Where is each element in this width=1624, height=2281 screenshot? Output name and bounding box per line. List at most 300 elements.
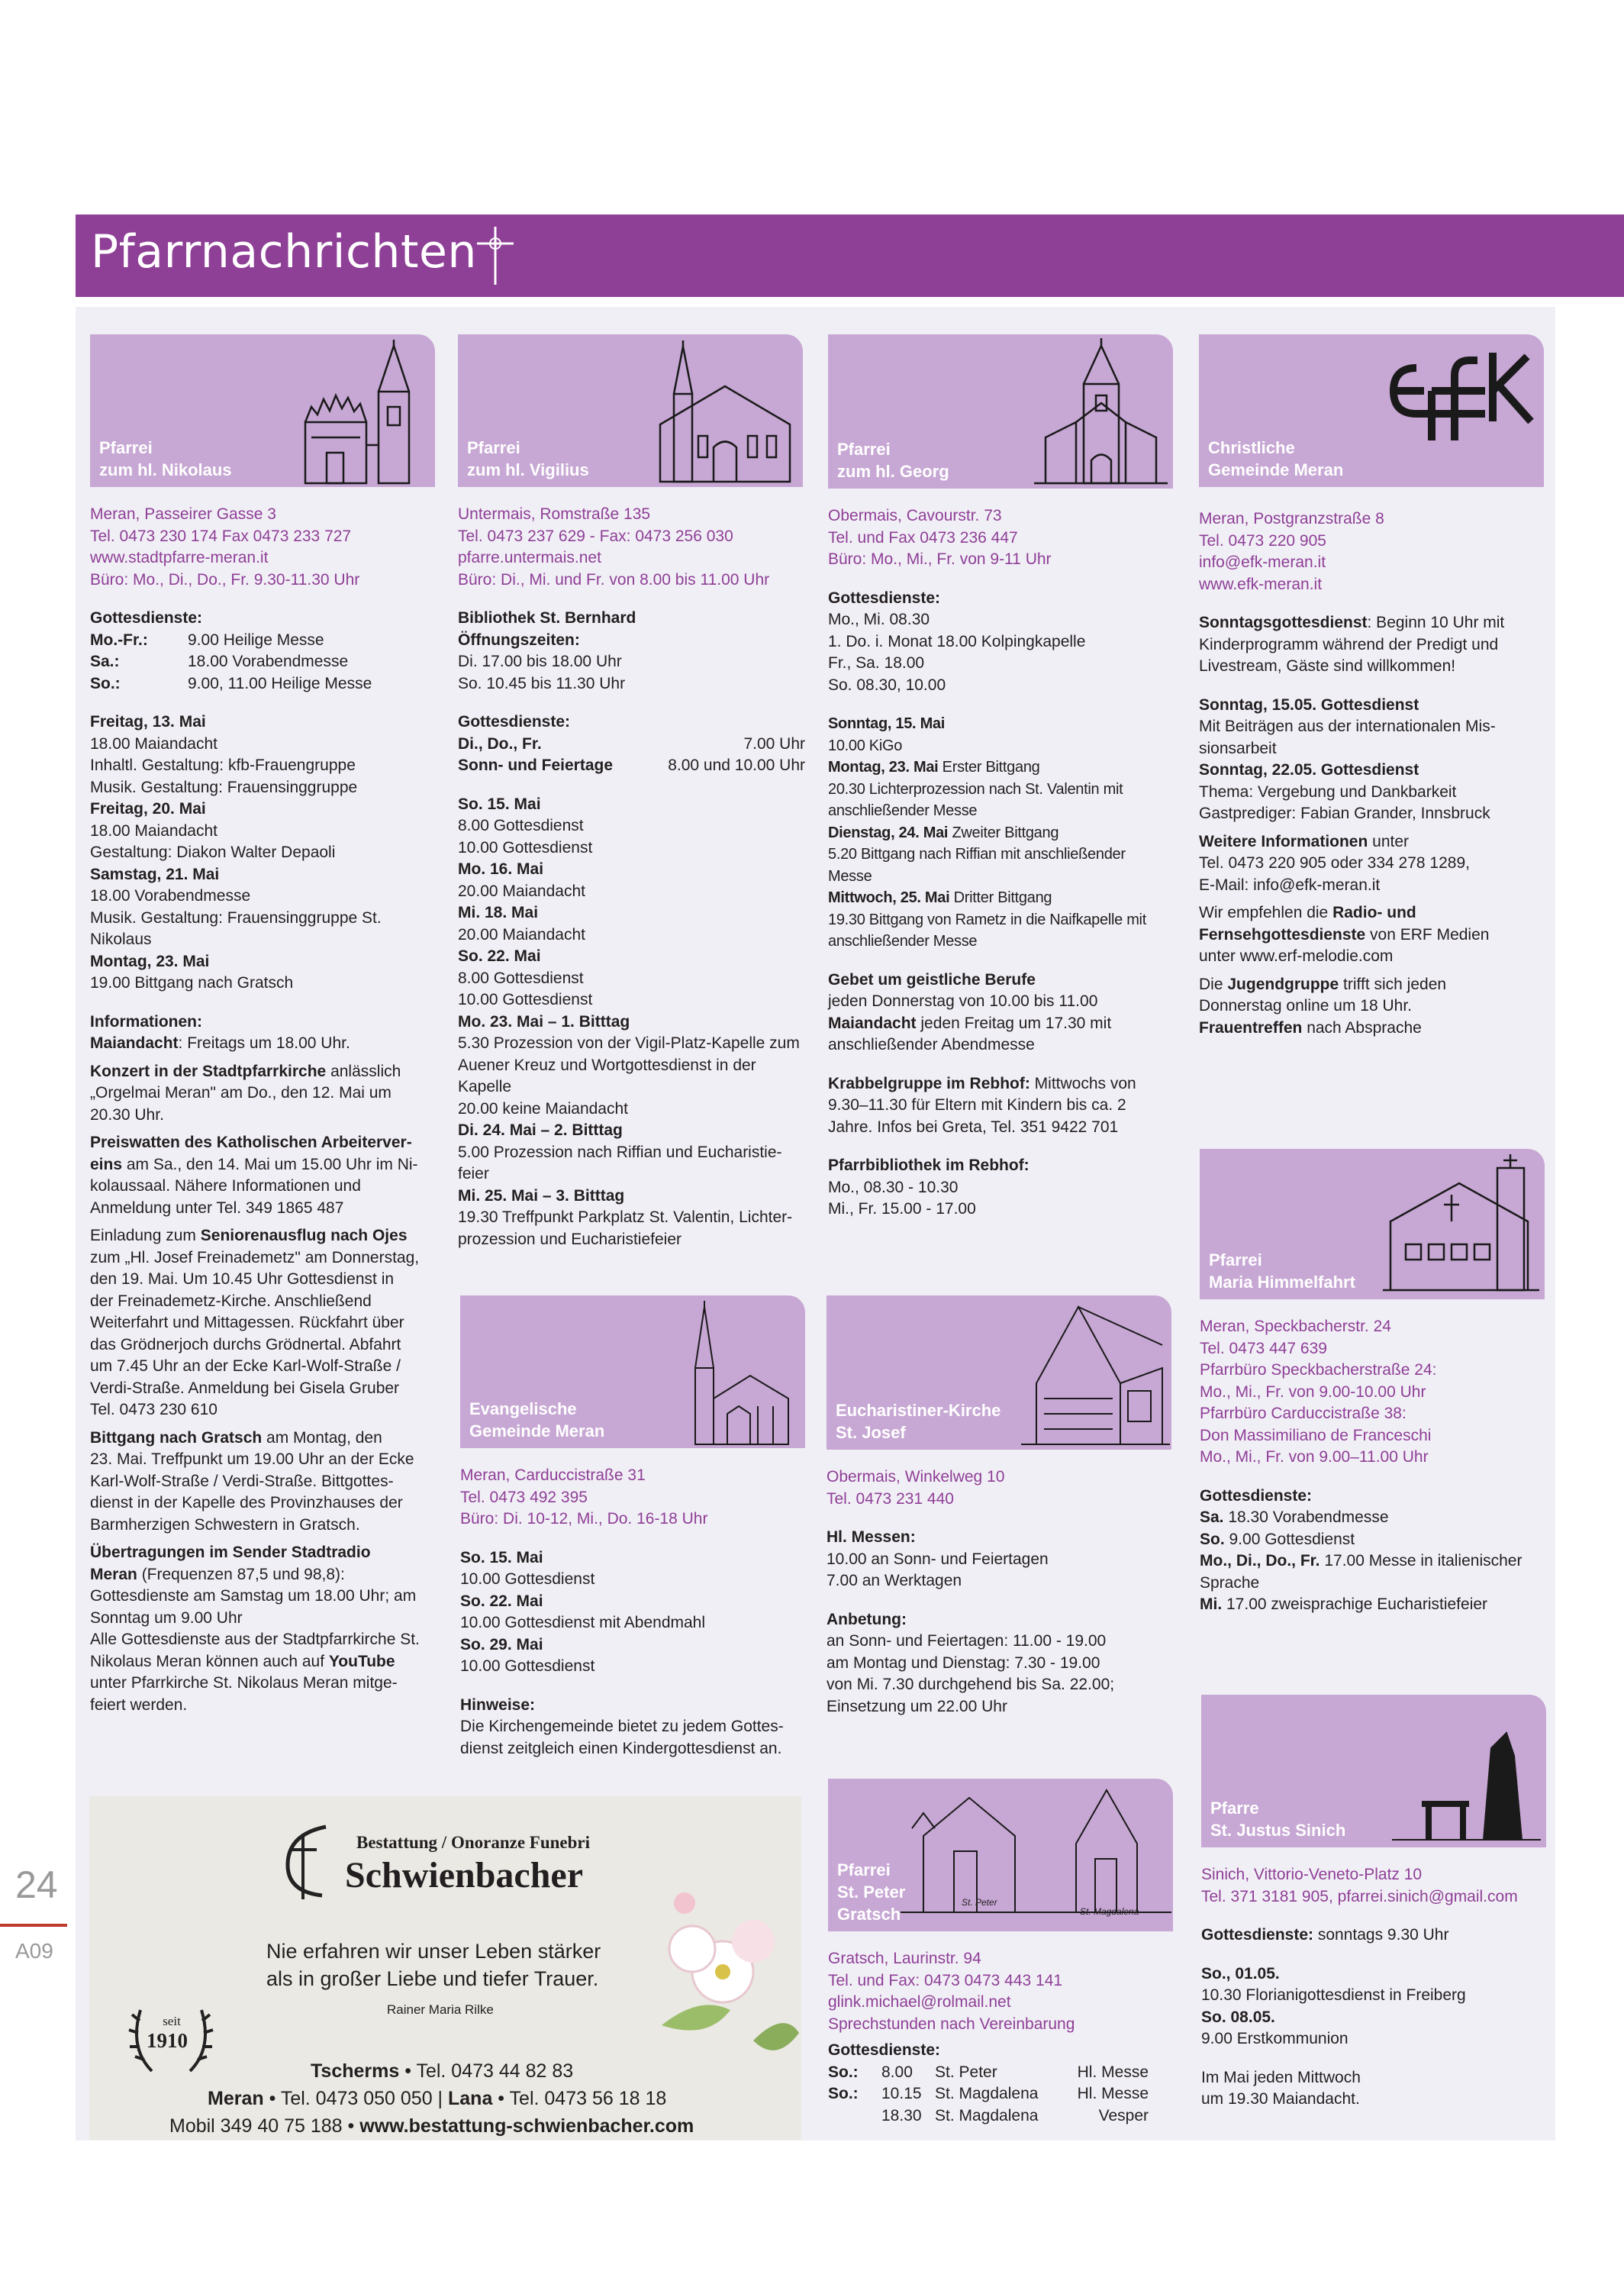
page-code: A09	[15, 1939, 53, 1963]
church-josef-icon	[1021, 1299, 1170, 1448]
blossom-icon	[639, 1888, 801, 2079]
ad-company-name: Schwienbacher	[345, 1855, 583, 1895]
card-peter	[828, 1779, 1173, 1931]
text: um 7.45 Uhr an der Ecke Karl-Wolf-Straße /	[90, 1357, 401, 1375]
heading-gottesdienste: Gottesdienste:	[90, 609, 203, 627]
sketch-caption: St. Magdalena	[1080, 1906, 1139, 1917]
text: Einladung zum	[90, 1227, 201, 1244]
text: unter Pfarrkirche St. Nikolaus Meran mitge-	[90, 1674, 398, 1692]
text: trifft sich jeden	[1339, 975, 1447, 993]
text: Fr., Sa. 18.00	[828, 654, 925, 672]
text: Mit Beiträgen aus der internationalen Mis-	[1199, 718, 1496, 735]
gd-place: St. Magdalena	[935, 2085, 1039, 2102]
krabbel-label: Krabbelgruppe im Rebhof:	[828, 1074, 1030, 1092]
text: Verdi-Straße. Anmeldung bei Gisela Gruber	[90, 1379, 400, 1397]
event-text: 19.30 Bittgang von Rametz in die Naifkapelle mit	[828, 911, 1146, 928]
text: : Beginn 10 Uhr mit	[1367, 614, 1505, 631]
event-text: 9.00 Gottesdienst	[1224, 1530, 1355, 1548]
office-hours: Büro: Di. 10-12, Mi., Do. 16-18 Uhr	[460, 1510, 708, 1528]
jugend-label: Jugendgruppe	[1227, 975, 1339, 993]
sketch-caption: St. Peter	[962, 1897, 997, 1908]
text: an Sonn- und Feiertagen: 11.00 - 19.00	[826, 1632, 1107, 1650]
event-line	[1200, 1594, 1547, 1616]
ad-contact-line	[311, 2060, 573, 2083]
ad-quote: als in großer Liebe und tiefer Trauer.	[266, 1967, 599, 1990]
gd-type: Hl. Messe	[1077, 2085, 1149, 2102]
office-hours: Mo., Mi., Fr. von 9.00–11.00 Uhr	[1200, 1448, 1429, 1466]
website-link[interactable]: pfarre.untermais.net	[458, 549, 601, 566]
card-vigilius	[458, 334, 803, 487]
senioren-info	[90, 1225, 437, 1421]
text: Di. 17.00 bis 18.00 Uhr	[458, 653, 622, 670]
phone-line: Tel. 0473 230 174 Fax 0473 233 727	[90, 527, 352, 545]
card-label: Pfarrei zum hl. Nikolaus	[99, 438, 232, 479]
event-text: 20.00 Maiandacht	[458, 925, 585, 944]
card-label: Eucharistiner-Kirche St. Josef	[836, 1401, 1001, 1442]
address-peter	[828, 1948, 1175, 2035]
event-date: Freitag, 20. Mai	[90, 800, 206, 818]
text: Donnerstag online um 18 Uhr.	[1199, 997, 1412, 1015]
column-evangelisch	[460, 1295, 807, 1760]
text: zum „Hl. Josef Freinademetz" am Donnerstag,	[90, 1248, 420, 1266]
event-line	[828, 757, 1175, 779]
gd-type: Vesper	[1098, 2106, 1149, 2125]
address-evangelisch	[460, 1465, 807, 1531]
text: Sonntag um 9.00 Uhr	[90, 1608, 243, 1627]
card-label: Pfarrei zum hl. Vigilius	[467, 438, 589, 479]
event-text: 8.00 Gottesdienst	[458, 817, 584, 834]
event-text: Sprache	[1200, 1573, 1260, 1592]
card-label: Christliche Gemeinde Meran	[1208, 438, 1344, 479]
text: unter www.erf-melodie.com	[1199, 947, 1394, 965]
event-text: Auener Kreuz und Wortgottesdienst in der	[458, 1056, 756, 1074]
heading-informationen: Informationen:	[90, 1012, 202, 1031]
phone-line: Tel. 0473 231 440	[826, 1489, 954, 1508]
website-link[interactable]: www.efk-meran.it	[1199, 575, 1323, 593]
phone-line: Tel. 371 3181 905, pfarrei.sinich@gmail.com	[1201, 1887, 1518, 1905]
address-line: Obermais, Cavourstr. 73	[828, 507, 1002, 524]
mobile: Mobil 349 40 75 188 •	[169, 2115, 360, 2137]
text: Im Mai jeden Mittwoch	[1201, 2068, 1361, 2086]
event-text: 10.00 Gottesdienst	[458, 838, 593, 857]
event-date: Mo. 23. Mai – 1. Bitttag	[458, 1012, 630, 1031]
gd-value: 9.00 Heilige Messe	[188, 631, 324, 649]
event-date: Montag, 23. Mai	[828, 759, 939, 776]
info-label: Weitere Informationen	[1199, 832, 1368, 850]
event-date: Montag, 23. Mai	[90, 952, 210, 970]
text: Nikolaus Meran können auch auf	[90, 1652, 329, 1670]
event-text: 10.00 Gottesdienst	[460, 1570, 595, 1588]
text: E-Mail: info@efk-meran.it	[1199, 876, 1381, 894]
gd-row	[828, 2062, 1175, 2084]
konzert-info	[90, 1061, 437, 1127]
event-date: Samstag, 21. Mai	[90, 865, 220, 883]
phone-line: Tel. 0473 237 629 - Fax: 0473 256 030	[458, 527, 733, 545]
card-label: Evangelische Gemeinde Meran	[469, 1399, 605, 1441]
event-line	[828, 779, 1175, 801]
events-nikolaus	[90, 711, 437, 995]
event-text: feier	[458, 1165, 489, 1182]
text: den 19. Mai. Um 10.45 Uhr Gottesdienst in	[90, 1270, 395, 1288]
info-text: : Freitags um 18.00 Uhr.	[178, 1034, 350, 1052]
event-text: 20.00 keine Maiandacht	[458, 1099, 628, 1118]
text: jeden Donnerstag von 10.00 bis 11.00	[828, 992, 1098, 1010]
event-line	[828, 735, 1175, 757]
text: Karl-Wolf-Straße / Verdi-Straße. Bittgottes-	[90, 1472, 394, 1490]
event-text: 17.00 Messe in italienischer	[1320, 1552, 1522, 1570]
address-line: Meran, Postgranzstraße 8	[1199, 510, 1384, 528]
gd-day	[828, 2105, 881, 2128]
text: Mi., Fr. 15.00 - 17.00	[828, 1200, 976, 1218]
events-vigilius	[458, 794, 805, 1251]
text: sionsarbeit	[1199, 739, 1277, 757]
heading-oeffnungszeiten: Öffnungszeiten:	[458, 631, 580, 649]
text: Tel. 0473 220 905 oder 334 278 1289,	[1199, 854, 1470, 872]
event-date: So. 15. Mai	[458, 795, 541, 813]
ad-website-link[interactable]: www.bestattung-schwienbacher.com	[359, 2115, 694, 2137]
heading-gebet: Gebet um geistliche Berufe	[828, 970, 1036, 989]
text: So. 10.45 bis 11.30 Uhr	[458, 674, 626, 692]
event-text: Gestaltung: Diakon Walter Depaoli	[90, 844, 336, 861]
card-nikolaus	[90, 334, 435, 487]
event-date: Mo., Di., Do., Fr.	[1200, 1552, 1320, 1570]
section-banner	[76, 215, 1624, 297]
gd-type: Hl. Messe	[1077, 2063, 1149, 2081]
page-title: Pfarrnachrichten	[91, 225, 477, 279]
gd-place: St. Magdalena	[935, 2106, 1039, 2125]
heading-gottesdienste: Gottesdienste:	[1201, 1926, 1314, 1944]
column-vigilius	[458, 334, 805, 1250]
card-evangelisch	[460, 1295, 805, 1448]
gd-key: So.:	[90, 674, 121, 692]
gd-key: Sonn- und Feiertage	[458, 757, 614, 774]
heading-gottesdienste: Gottesdienste:	[458, 713, 571, 731]
logo-cross-icon	[272, 1819, 341, 1903]
card-himmelfahrt	[1200, 1149, 1545, 1299]
info-label: Maiandacht	[90, 1034, 179, 1052]
church-justus-icon	[1392, 1718, 1541, 1844]
senioren-label: Seniorenausflug nach Ojes	[200, 1227, 408, 1244]
page-number-rule	[0, 1924, 67, 1927]
text: Jahre. Infos bei Greta, Tel. 351 9422 701	[828, 1118, 1119, 1136]
gd-value: 18.00 Vorabendmesse	[188, 653, 349, 670]
town: Tscherms	[311, 2060, 400, 2082]
maiandacht-label: Maiandacht	[828, 1014, 917, 1032]
text: 9.30–11.30 für Eltern mit Kindern bis ca. 2	[828, 1096, 1126, 1114]
event-text: prozession und Eucharistiefeier	[458, 1230, 682, 1248]
card-label: Pfarrei zum hl. Georg	[837, 440, 949, 481]
text: dienst zeitgleich einen Kindergottesdienst an.	[460, 1739, 782, 1757]
event-text: Zweiter Bittgang	[948, 824, 1059, 841]
gd-value: 9.00, 11.00 Heilige Messe	[188, 674, 372, 692]
events-evangelisch	[460, 1547, 807, 1678]
text: am Sa., den 14. Mai um 15.00 Uhr im Ni-	[122, 1155, 418, 1173]
event-line	[828, 887, 1175, 909]
card-label: Pfarrei Maria Himmelfahrt	[1209, 1250, 1355, 1292]
konzert-label: Konzert in der Stadtpfarrkirche	[90, 1062, 327, 1080]
uebertragung-info	[90, 1542, 437, 1716]
event-text: Nikolaus	[90, 931, 152, 948]
office-hours: Büro: Mo., Mi., Fr. von 9-11 Uhr	[828, 550, 1052, 568]
heading-bibliothek: Bibliothek St. Bernhard	[458, 609, 636, 627]
event-date: Mo. 16. Mai	[458, 860, 544, 878]
bittgang-info	[90, 1428, 437, 1537]
event-text: anschließender Messe	[828, 802, 978, 819]
event-line	[828, 866, 1175, 888]
text: Don Massimiliano de Franceschi	[1200, 1426, 1432, 1444]
text: anschließender Abendmesse	[828, 1036, 1035, 1053]
gd-value: 8.00 und 10.00 Uhr	[668, 757, 805, 774]
column-efk	[1199, 334, 1546, 1039]
page-number: 24	[15, 1863, 58, 1906]
gd-key: Mo.-Fr.:	[90, 631, 148, 649]
cross-icon	[472, 224, 518, 288]
radio-label: Radio- und	[1332, 904, 1416, 921]
church-nikolaus-icon	[296, 338, 433, 485]
efk-logo-icon	[1371, 345, 1535, 444]
event-text: 20.00 Maiandacht	[458, 882, 585, 900]
office-hours: Mo., Mi., Fr. von 9.00-10.00 Uhr	[1200, 1382, 1426, 1401]
event-text: 10.00 Gottesdienst	[460, 1657, 595, 1675]
heading-gottesdienste: Gottesdienste:	[1200, 1486, 1313, 1505]
advertisement	[89, 1796, 801, 2140]
event-title: Sonntag, 22.05. Gottesdienst	[1199, 761, 1419, 779]
text: kolaussaal. Nähere Informationen und	[90, 1177, 361, 1195]
card-josef	[826, 1295, 1171, 1450]
event-text: Musik. Gestaltung: Frauensinggruppe St.	[90, 908, 382, 927]
event-text: 18.00 Vorabendmesse	[90, 887, 251, 905]
text: Anmeldung unter Tel. 349 1865 487	[90, 1199, 344, 1217]
text: Weiterfahrt und Mittagessen. Rückfahrt über	[90, 1314, 404, 1331]
event-date: So.	[1200, 1530, 1225, 1548]
card-label: Pfarre St. Justus Sinich	[1210, 1799, 1346, 1840]
text: Die Kirchengemeinde bietet zu jedem Gottes-	[460, 1718, 784, 1735]
event-text: 9.00 Erstkommunion	[1201, 2030, 1348, 2047]
card-georg	[828, 334, 1173, 489]
sonntag-label: Sonntagsgottesdienst	[1199, 614, 1368, 631]
address-georg	[828, 505, 1175, 571]
address-himmelfahrt	[1200, 1316, 1547, 1469]
column-josef	[826, 1295, 1174, 1718]
ad-seit: seit	[163, 2014, 181, 2028]
ad-year: 1910	[147, 2029, 188, 2052]
address-line: Meran, Passeirer Gasse 3	[90, 505, 276, 523]
event-text: 18.00 Maiandacht	[90, 821, 218, 840]
heading-gottesdienste: Gottesdienste:	[828, 2041, 941, 2059]
text: 20.30 Uhr.	[90, 1105, 164, 1124]
event-text: 19.00 Bittgang nach Gratsch	[90, 974, 294, 992]
text: der Freinademetz-Kirche. Anschließend	[90, 1292, 372, 1310]
gd-value: 7.00 Uhr	[743, 734, 805, 753]
event-text: 19.30 Treffpunkt Parkplatz St. Valentin, Lichter-	[458, 1208, 793, 1226]
text: 23. Mai. Treffpunkt um 19.00 Uhr an der Ecke	[90, 1450, 414, 1468]
text: Tel. 0473 230 610	[90, 1401, 218, 1418]
event-line	[828, 909, 1175, 931]
phone: • Tel. 0473 44 82 83	[399, 2060, 574, 2082]
text: Wir empfehlen die	[1199, 904, 1333, 921]
address-nikolaus	[90, 504, 437, 591]
phone-line: Tel. 0473 492 395	[460, 1488, 588, 1506]
church-georg-icon	[1030, 338, 1171, 487]
address-line: Obermais, Winkelweg 10	[826, 1468, 1005, 1486]
event-date: So. 22. Mai	[458, 947, 541, 965]
text: am Montag, den	[262, 1428, 382, 1447]
text: feiert werden.	[90, 1695, 188, 1714]
text: Kinderprogramm während der Predigt und	[1199, 635, 1499, 653]
text: Alle Gottesdienste aus der Stadtpfarrkirche St.	[90, 1631, 420, 1648]
office-hours: Büro: Di., Mi. und Fr. von 8.00 bis 11.00 Uhr	[458, 570, 770, 589]
event-text: 10.30 Florianigottesdienst in Freiberg	[1201, 1986, 1466, 2004]
gd-key: Di., Do., Fr.	[458, 734, 542, 753]
website-link[interactable]: www.stadtpfarre-meran.it	[90, 549, 269, 566]
text: von ERF Medien	[1365, 925, 1490, 944]
event-text: Kapelle	[458, 1078, 512, 1095]
text: Gottesdienste am Samstag um 18.00 Uhr; am	[90, 1587, 417, 1605]
heading-messen: Hl. Messen:	[826, 1528, 916, 1546]
text: Einsetzung um 22.00 Uhr	[826, 1697, 1007, 1715]
uebertragung-label: Übertragungen im Sender Stadtradio	[90, 1544, 371, 1561]
event-text: 17.00 zweisprachige Eucharistiefeier	[1222, 1595, 1488, 1613]
column-georg	[828, 334, 1175, 1221]
event-date: Sa.	[1200, 1508, 1224, 1526]
events-georg	[828, 713, 1175, 953]
text: Mo., Mi. 08.30	[828, 611, 930, 628]
radio-label: Fernsehgottesdienste	[1199, 925, 1366, 944]
ad-quote: Nie erfahren wir unser Leben stärker	[266, 1940, 601, 1963]
text: So. 08.30, 10.00	[828, 676, 946, 694]
text: von Mi. 7.30 durchgehend bis Sa. 22.00;	[826, 1676, 1115, 1693]
town: Lana	[448, 2088, 493, 2109]
card-label: Pfarrei St. Peter Gratsch	[837, 1860, 906, 1924]
event-date: Mi.	[1200, 1595, 1223, 1613]
event-text: 18.00 Maiandacht	[90, 734, 218, 753]
frauen-label: Frauentreffen	[1199, 1018, 1303, 1037]
event-date: Mittwoch, 25. Mai	[828, 889, 950, 906]
gd-time: 8.00	[881, 2063, 913, 2081]
gd-time: 10.15	[881, 2085, 922, 2102]
gottesdienste-himmelfahrt	[1200, 1486, 1547, 1616]
event-date: Dienstag, 24. Mai	[828, 824, 949, 841]
text: 10.00 an Sonn- und Feiertagen	[826, 1550, 1049, 1568]
gd-row	[828, 2083, 1175, 2105]
phone-line: Tel. und Fax 0473 236 447	[828, 528, 1018, 547]
youtube-label: YouTube	[328, 1652, 395, 1670]
bittgang-label: Bittgang nach Gratsch	[90, 1428, 263, 1447]
column-peter	[828, 1779, 1175, 2127]
phone-line: Tel. 0473 220 905	[1199, 531, 1326, 550]
heading-hinweise: Hinweise:	[460, 1695, 536, 1714]
gd-row	[828, 2105, 1175, 2128]
events-justus	[1201, 1963, 1548, 2050]
event-date: Sonntag, 15. Mai	[828, 715, 946, 732]
event-date: Freitag, 13. Mai	[90, 713, 206, 731]
event-text: 5.00 Prozession nach Riffian und Eucharistie-	[458, 1143, 782, 1161]
heading-anbetung: Anbetung:	[826, 1610, 907, 1628]
event-text: 10.00 Gottesdienst	[458, 991, 593, 1008]
column-himmelfahrt	[1200, 1149, 1547, 1616]
event-line	[1200, 1529, 1547, 1551]
event-title: Sonntag, 15.05. Gottesdienst	[1199, 695, 1419, 714]
text: am Montag und Dienstag: 7.30 - 19.00	[826, 1653, 1100, 1672]
event-text: 5.20 Bittgang nach Riffian mit anschließender	[828, 846, 1126, 863]
event-text: Messe	[828, 867, 872, 885]
ad-contact-line	[169, 2115, 694, 2137]
church-evangelisch-icon	[666, 1299, 804, 1446]
event-line	[828, 822, 1175, 844]
event-date: So. 29. Mai	[460, 1635, 543, 1653]
text: sonntags 9.30 Uhr	[1313, 1926, 1449, 1944]
uebertragung-label: Meran	[90, 1565, 137, 1583]
church-vigilius-icon	[652, 340, 798, 486]
address-line: Meran, Carduccistraße 31	[460, 1466, 646, 1484]
ad-quote-author: Rainer Maria Rilke	[387, 2002, 494, 2017]
ad-subtitle: Bestattung / Onoranze Funebri	[356, 1833, 591, 1852]
event-text: Erster Bittgang	[938, 759, 1040, 776]
text: Barmherzigen Schwestern in Gratsch.	[90, 1515, 360, 1534]
event-date: So. 15. Mai	[460, 1548, 543, 1566]
phone: • Tel. 0473 050 050 |	[263, 2088, 448, 2109]
address-line: Meran, Speckbacherstr. 24	[1200, 1318, 1391, 1335]
event-text: 10.00 Gottesdienst mit Abendmahl	[460, 1614, 706, 1631]
email-link[interactable]: glink.michael@rolmail.net	[828, 1993, 1011, 2011]
event-text: anschließender Messe	[828, 933, 978, 950]
gd-time: 18.30	[881, 2106, 922, 2125]
text: Thema: Vergebung und Dankbarkeit	[1199, 782, 1457, 801]
town: Meran	[208, 2088, 264, 2109]
gd-day: So.:	[828, 2085, 859, 2102]
address-line: Sinich, Vittorio-Veneto-Platz 10	[1201, 1866, 1423, 1883]
text: Pfarrbüro Carduccistraße 38:	[1200, 1405, 1406, 1422]
event-line	[828, 800, 1175, 822]
email-link[interactable]: info@efk-meran.it	[1199, 553, 1326, 571]
event-line	[1200, 1550, 1547, 1573]
column-nikolaus	[90, 334, 437, 1716]
text: dienst in der Kapelle des Provinzhauses der	[90, 1494, 403, 1512]
text: Pfarrbüro Speckbacherstraße 24:	[1200, 1361, 1437, 1379]
address-josef	[826, 1466, 1174, 1510]
text: Gastprediger: Fabian Grander, Innsbruck	[1199, 805, 1490, 822]
event-line	[1200, 1507, 1547, 1529]
text: das Grödnerjoch durchs Grödnertal. Abfahrt	[90, 1335, 401, 1353]
phone-line: Tel. und Fax: 0473 0473 443 141	[828, 1971, 1063, 1989]
text: 7.00 an Werktagen	[826, 1572, 962, 1589]
event-date: So. 08.05.	[1201, 2008, 1275, 2026]
event-date: Mi. 25. Mai – 3. Bitttag	[458, 1186, 625, 1205]
gd-key: Sa.:	[90, 653, 120, 670]
heading-gottesdienste: Gottesdienste:	[828, 589, 941, 607]
address-line: Gratsch, Laurinstr. 94	[828, 1950, 981, 1967]
text: 1. Do. i. Monat 18.00 Kolpingkapelle	[828, 632, 1086, 650]
event-text: Musik. Gestaltung: Frauensinggruppe	[90, 778, 358, 796]
text: Mo., 08.30 - 10.30	[828, 1178, 959, 1196]
church-himmelfahrt-icon	[1383, 1153, 1539, 1298]
heading-pfarrbibliothek: Pfarrbibliothek im Rebhof:	[828, 1157, 1030, 1174]
text: Mittwochs von	[1030, 1074, 1136, 1092]
event-date: So., 01.05.	[1201, 1964, 1280, 1983]
event-line	[828, 844, 1175, 866]
text: nach Absprache	[1302, 1018, 1422, 1037]
text: Livestream, Gäste sind willkommen!	[1199, 657, 1456, 675]
phone: • Tel. 0473 56 18 18	[492, 2088, 667, 2109]
event-text: Inhaltl. Gestaltung: kfb-Frauengruppe	[90, 757, 356, 774]
event-text: 5.30 Prozession von der Vigil-Platz-Kapelle zum	[458, 1034, 800, 1052]
preis-label: Preiswatten des Katholischen Arbeiterver-	[90, 1134, 412, 1151]
phone-line: Tel. 0473 447 639	[1200, 1339, 1327, 1357]
text: (Frequenzen 87,5 und 98,8):	[137, 1565, 345, 1583]
card-justus	[1201, 1695, 1546, 1847]
event-text: Dritter Bittgang	[949, 889, 1052, 906]
ad-contact-line	[208, 2088, 666, 2110]
